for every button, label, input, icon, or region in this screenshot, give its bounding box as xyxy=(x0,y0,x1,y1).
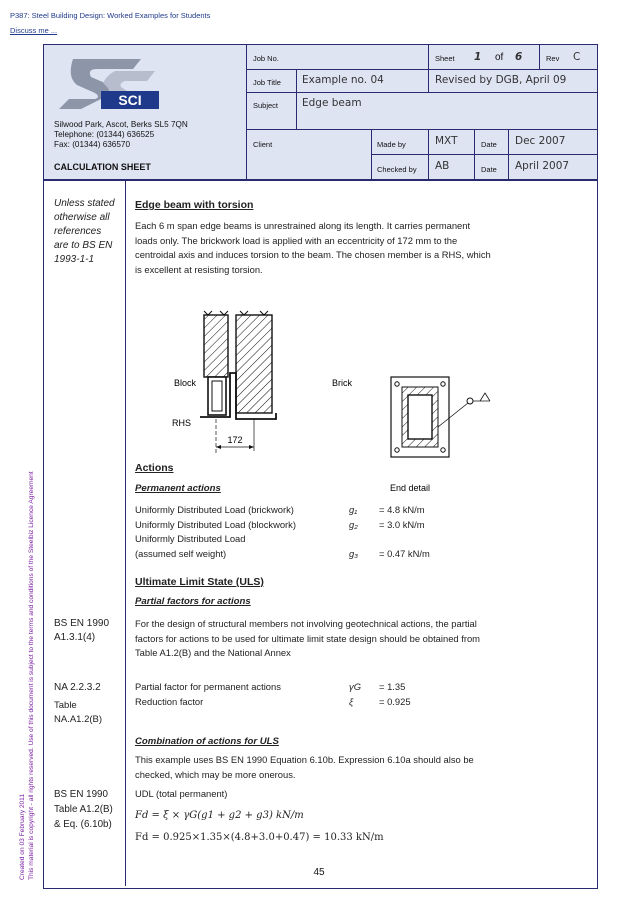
permanent-actions-heading: Permanent actions xyxy=(135,483,221,494)
load-value: = 4.8 kN/m xyxy=(379,504,425,515)
rhs-section xyxy=(208,377,226,415)
combination-text: This example uses BS EN 1990 Equation 6.10b. Expression 6.10a should also be checked, which may be more onerous. xyxy=(135,754,474,780)
made-date-label-cell xyxy=(475,130,509,155)
subject-label: Subject xyxy=(253,101,279,110)
calculation-sheet-label: CALCULATION SHEET xyxy=(54,162,151,172)
logo-text: SCI xyxy=(118,92,142,108)
load-value: = 0.925 xyxy=(379,696,411,707)
made-date: Dec 2007 xyxy=(515,135,566,147)
made-by-cell xyxy=(429,130,475,155)
load-symbol: g₂ xyxy=(349,518,358,530)
load-value: = 3.0 kN/m xyxy=(379,518,425,530)
unless-stated-note: Unless stated otherwise all references are to BS EN 1993-1-1 xyxy=(54,198,115,265)
of-label: of xyxy=(495,52,504,63)
actions-heading: Actions xyxy=(135,462,174,474)
revised-cell xyxy=(429,70,598,93)
load-label: Partial factor for permanent actions xyxy=(135,681,281,692)
client-label: Client xyxy=(253,140,273,149)
subject: Edge beam xyxy=(302,97,362,109)
rhs-label: RHS xyxy=(172,418,192,428)
sheet-label: Sheet xyxy=(435,54,455,63)
job-no-label: Job No. xyxy=(253,54,279,63)
checked-date: April 2007 xyxy=(515,160,570,172)
load-value: = 1.35 xyxy=(379,681,406,692)
header-grid xyxy=(246,45,598,179)
brick-label: Brick xyxy=(332,378,352,388)
sheet-cell xyxy=(429,45,540,70)
load-label: Uniformly Distributed Load (brickwork) xyxy=(135,504,294,515)
copyright-note: This material is copyright - all rights reserved. Use of this document is subject to the terms and conditions of the Steelbiz Licence Agreement xyxy=(27,471,35,880)
margin-rule xyxy=(125,181,126,886)
sheet-total: 6 xyxy=(515,51,523,63)
made-by-label: Made by xyxy=(377,140,406,149)
page-number: 45 xyxy=(313,867,325,878)
ref-table-na: Table NA.A1.2(B) xyxy=(54,700,103,725)
section-drawing xyxy=(172,311,352,455)
calculation-sheet xyxy=(43,44,598,889)
fax: Fax: (01344) 636570 xyxy=(54,140,131,149)
sheet-header xyxy=(44,45,597,181)
partial-factors-text: For the design of structural members not involving geotechnical actions, the partial factors for actions to be used for ultimate limit state design should be obtained from Table A1.2(B) and the National Annex xyxy=(135,618,480,658)
checked-by-label: Checked by xyxy=(377,165,417,174)
load-symbol: γG xyxy=(349,681,361,692)
uls-heading: Ultimate Limit State (ULS) xyxy=(135,576,264,588)
rev-cell xyxy=(540,45,598,70)
partial-factors-heading: Partial factors for actions xyxy=(135,596,251,607)
created-date-note: Created on 03 February 2011 xyxy=(19,793,26,880)
sheet-number: 1 xyxy=(474,51,482,63)
made-by-label-cell xyxy=(372,130,429,155)
ref-na: NA 2.2.3.2 xyxy=(54,682,101,693)
block-wall xyxy=(204,315,228,377)
subject-cell xyxy=(297,93,598,130)
ref-bs-en-1990-a1: BS EN 1990 A1.3.1(4) xyxy=(54,618,110,643)
revised-note: Revised by DGB, April 09 xyxy=(435,74,567,86)
load-label: (assumed self weight) xyxy=(135,547,227,559)
address: Silwood Park, Ascot, Berks SL5 7QN xyxy=(54,120,188,129)
document-title: P387: Steel Building Design: Worked Examples for Students xyxy=(10,11,211,20)
copyright-side-note xyxy=(19,360,36,880)
job-title: Example no. 04 xyxy=(302,74,384,86)
load-value: = 0.47 kN/m xyxy=(379,547,430,559)
ref-bs-en-1990-eq: BS EN 1990 Table A1.2(B) & Eq. (6.10b) xyxy=(54,789,113,830)
equation-1: Fd = ξ × γG(g1 + g2 + g3) kN/m xyxy=(135,810,304,821)
intro-text: Each 6 m span edge beams is unrestrained along its length. It carries permanent loads only. The brickwork load is applied with an eccentricity of 172 mm to the centroidal axis and induces torsion to the beam. The chosen member is a RHS, which is excellent at resisting torsion. xyxy=(135,220,491,275)
made-by: MXT xyxy=(435,135,458,147)
load-symbol: g₁ xyxy=(349,504,358,515)
made-date-cell xyxy=(509,130,598,155)
block-label: Block xyxy=(174,378,197,388)
rev-label: Rev xyxy=(546,54,560,63)
combination-heading: Combination of actions for ULS xyxy=(135,736,279,747)
end-detail-label: End detail xyxy=(390,483,431,493)
checked-date-cell xyxy=(509,155,598,179)
dimension-label: 172 xyxy=(227,435,243,445)
checked-by-cell xyxy=(429,155,475,179)
job-no-cell xyxy=(247,45,429,70)
job-title-label-cell xyxy=(247,70,297,93)
rev-value: C xyxy=(573,51,581,63)
load-label: Reduction factor xyxy=(135,696,204,707)
brick-wall xyxy=(236,315,272,413)
load-label: Uniformly Distributed Load (blockwork) xyxy=(135,518,296,530)
subject-label-cell xyxy=(247,93,297,130)
load-symbol: g₃ xyxy=(349,547,358,559)
section-title: Edge beam with torsion xyxy=(135,199,254,211)
job-title-label: Job Title xyxy=(253,78,281,87)
telephone: Telephone: (01344) 636525 xyxy=(54,130,155,139)
udl-label: UDL (total permanent) xyxy=(135,788,228,799)
equation-2: Fd = 0.925×1.35×(4.8+3.0+0.47) = 10.33 kN/m xyxy=(135,832,384,843)
sci-logo xyxy=(55,53,165,115)
load-symbol: ξ xyxy=(349,696,354,707)
end-detail-drawing xyxy=(390,377,490,493)
checked-by: AB xyxy=(435,160,450,172)
load-label: Uniformly Distributed Load xyxy=(135,533,246,544)
checked-date-label-cell xyxy=(475,155,509,179)
client-cell xyxy=(247,130,372,179)
discuss-link[interactable]: Discuss me ... xyxy=(10,26,58,35)
address-block xyxy=(54,120,188,150)
date-label: Date xyxy=(481,165,497,174)
date-label: Date xyxy=(481,140,497,149)
checked-by-label-cell xyxy=(372,155,429,179)
job-title-cell xyxy=(297,70,429,93)
